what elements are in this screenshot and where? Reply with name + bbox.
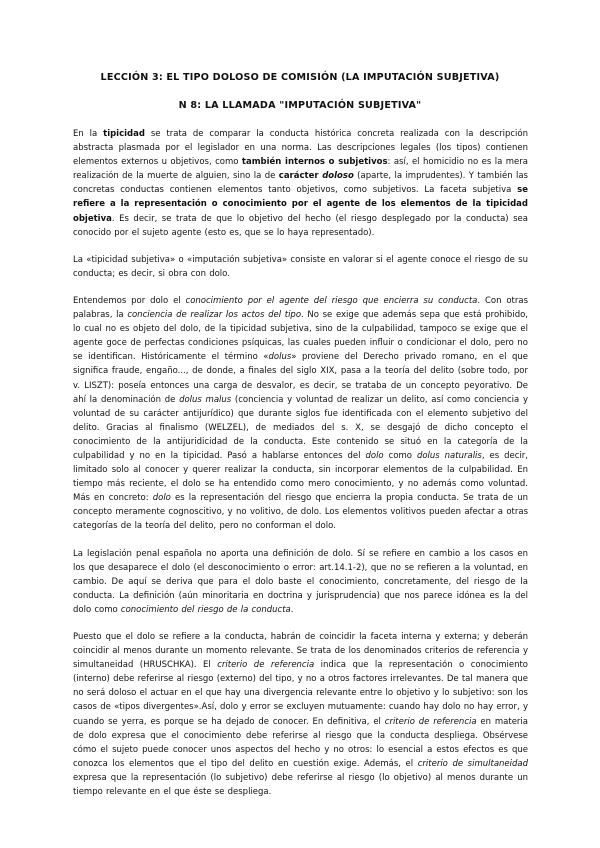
paragraph-legislacion — [73, 547, 528, 617]
italic-term: dolus malus — [179, 394, 232, 405]
text-run: . Con otras palabras, la — [73, 295, 528, 321]
text-run: como — [383, 450, 417, 461]
paragraph-criterios — [73, 630, 528, 799]
document-body — [73, 127, 528, 812]
text-run: . Es decir, se trata de que lo objetivo del hecho (el riesgo desplegado por la conducta) sea conocido por el sujeto agente (esto es, que se lo haya representado). — [73, 213, 528, 238]
bold-term: carácter — [278, 171, 323, 182]
text-run: Entendemos por dolo el — [73, 295, 186, 306]
italic-term: dolus naturalis — [416, 450, 482, 461]
italic-term: conocimiento por el agente del riesgo que encierra su conducta — [185, 295, 478, 306]
bold-italic-term: doloso — [322, 171, 354, 182]
italic-term: criterio de referencia — [384, 716, 477, 727]
paragraph-tipicidad — [73, 127, 528, 240]
italic-term: conocimiento del riesgo de la conducta — [120, 604, 291, 615]
text-run: expresa que la representación (lo subjetivo) debe referirse al riesgo (lo objetivo) al menos durante un tiempo relevante en el que éste se despliega. — [73, 772, 528, 798]
italic-term: dolus — [268, 352, 292, 363]
section-title: N 8: LA LLAMADA "IMPUTACIÓN SUBJETIVA" — [178, 100, 422, 111]
text-run: (aparte, la imprudentes). Y también las concretas conductas contienen elementos tanto objetivos, como subjetivos. La faceta subjetiva — [73, 171, 528, 196]
text-run: La legislación penal española no aporta una definición de dolo. Sí se refiere en cambio a los casos en los que desaparece el dolo (el desconocimiento o error: art.14.1-2), que no se refieren a la voluntad, en cambio. De aquí se deriva que para el dolo baste el conocimiento, concretamente, del riesgo de la conducta. La definición (aún minoritaria en doctrina y jurisprudencia) que nos parece idónea es la del dolo como — [73, 548, 528, 615]
text-run: . No se exige que además sepa que está prohibido, lo cual no es objeto del dolo, de la tipicidad subjetiva, sino de la culpabilidad, tampoco se exige que el agente goce de perfectas condiciones psíquicas, las cuales pueden influir o condicionar el dolo, pero no se identifican. Históricamente el término « — [73, 310, 528, 363]
text-run: en materia de dolo expresa que el conocimiento debe referirse al riesgo que la conducta despliega. Obsérvese cómo el sujeto puede conocer unos aspectos del hecho y no otros: lo esencial a estos efectos es que conozca los elementos que el tipo del delito en cuestión exige. Además, el — [73, 716, 528, 769]
italic-term: dolo — [152, 493, 171, 504]
text-run: se trata de comparar la conducta histórica concreta realizada con la descripción abstracta plasmada por el legislador en una norma. Las descripciones legales (los tipos) contienen elementos externos u objetivos, como — [73, 129, 528, 168]
bold-term: también internos o subjetivos — [241, 157, 388, 168]
text-run: indica que la representación o conocimiento (interno) debe referirse al riesgo (externo) del tipo, y no a otros factores irrelevantes. De tal manera que no será doloso el actuar en el que hay una divergencia relevante entre lo objetivo y lo subjetivo: son los casos de «tipos divergentes».Así, dolo y error se excluyen mutuamente: cuando hay dolo no hay error, y cuando se yerra, es porque se ha dejado de conocer. En definitiva, el — [73, 660, 528, 727]
lesson-title: LECCIÓN 3: EL TIPO DOLOSO DE COMISIÓN (LA IMPUTACIÓN SUBJETIVA) — [100, 72, 500, 83]
text-run: . — [290, 604, 294, 615]
text-run: es la representación del riesgo que encierra la propia conducta. Se trata de un concepto meramente cognoscitivo, y no volitivo, de dolo. Los elementos volitivos pueden afectar a otras categorías de la teoría del delito, pero no conforman el dolo. — [73, 493, 529, 532]
italic-term: conciencia de realizar los actos del tipo — [127, 310, 302, 321]
text-run: : así, el homicidio no es la mera realización de la muerte de alguien, sino la de — [73, 157, 528, 182]
bold-term: tipicidad — [103, 129, 145, 139]
text-run: » proviene del Derecho privado romano, en el que significa fraude, engaño..., de donde, a finales del siglo XIX, pasa a la teoría del delito (sobre todo, por v. LISZT): poseía entonces una carga de desvalor, es decir, se trataba de un concepto peyorativo. De ahí la denominación de — [73, 352, 528, 405]
paragraph-tipicidad-subjetiva: La «tipicidad subjetiva» o «imputación subjetiva» consiste en valorar si el agente conoce el riesgo de su conducta; es decir, si obra con dolo. — [73, 254, 528, 279]
text-run: , es decir, limitado solo al conocer y querer realizar la conducta, sin incorporar elementos de la culpabilidad. En tiempo más reciente, el dolo se ha entendido como mero conocimiento, y no además como voluntad. Más en concreto: — [73, 450, 529, 504]
text-run: Puesto que el dolo se refiere a la conducta, habrán de coincidir la faceta interna y externa; y deberán coincidir al menos durante un momento relevante. Se trata de los denominados criterios de referencia y simultaneidad (HRUSCHKA). El — [73, 632, 528, 671]
text-run: En la — [73, 129, 104, 139]
text-run: (conciencia y voluntad de realizar un delito, así como conciencia y voluntad de su carácter antijurídico) que durante siglos fue identificada con el elemento subjetivo del delito. Gracias al finalismo (WELZEL), de mediados del s. X, se desgajó de dicho concepto el conocimiento de la antijuridicidad de la conducta. Este contenido se situó en la categoría de la culpabilidad y no en la tipicidad. Pasó a hablarse entonces del — [73, 394, 528, 461]
bold-term: se refiere a la representación o conocimiento por el agente de los elementos de la tipicidad objetiva — [73, 185, 528, 224]
italic-term: dolo — [365, 450, 384, 461]
italic-term: criterio de simultaneidad — [417, 758, 529, 769]
paragraph-dolo-definition — [73, 294, 528, 534]
italic-term: criterio de referencia — [217, 660, 315, 671]
